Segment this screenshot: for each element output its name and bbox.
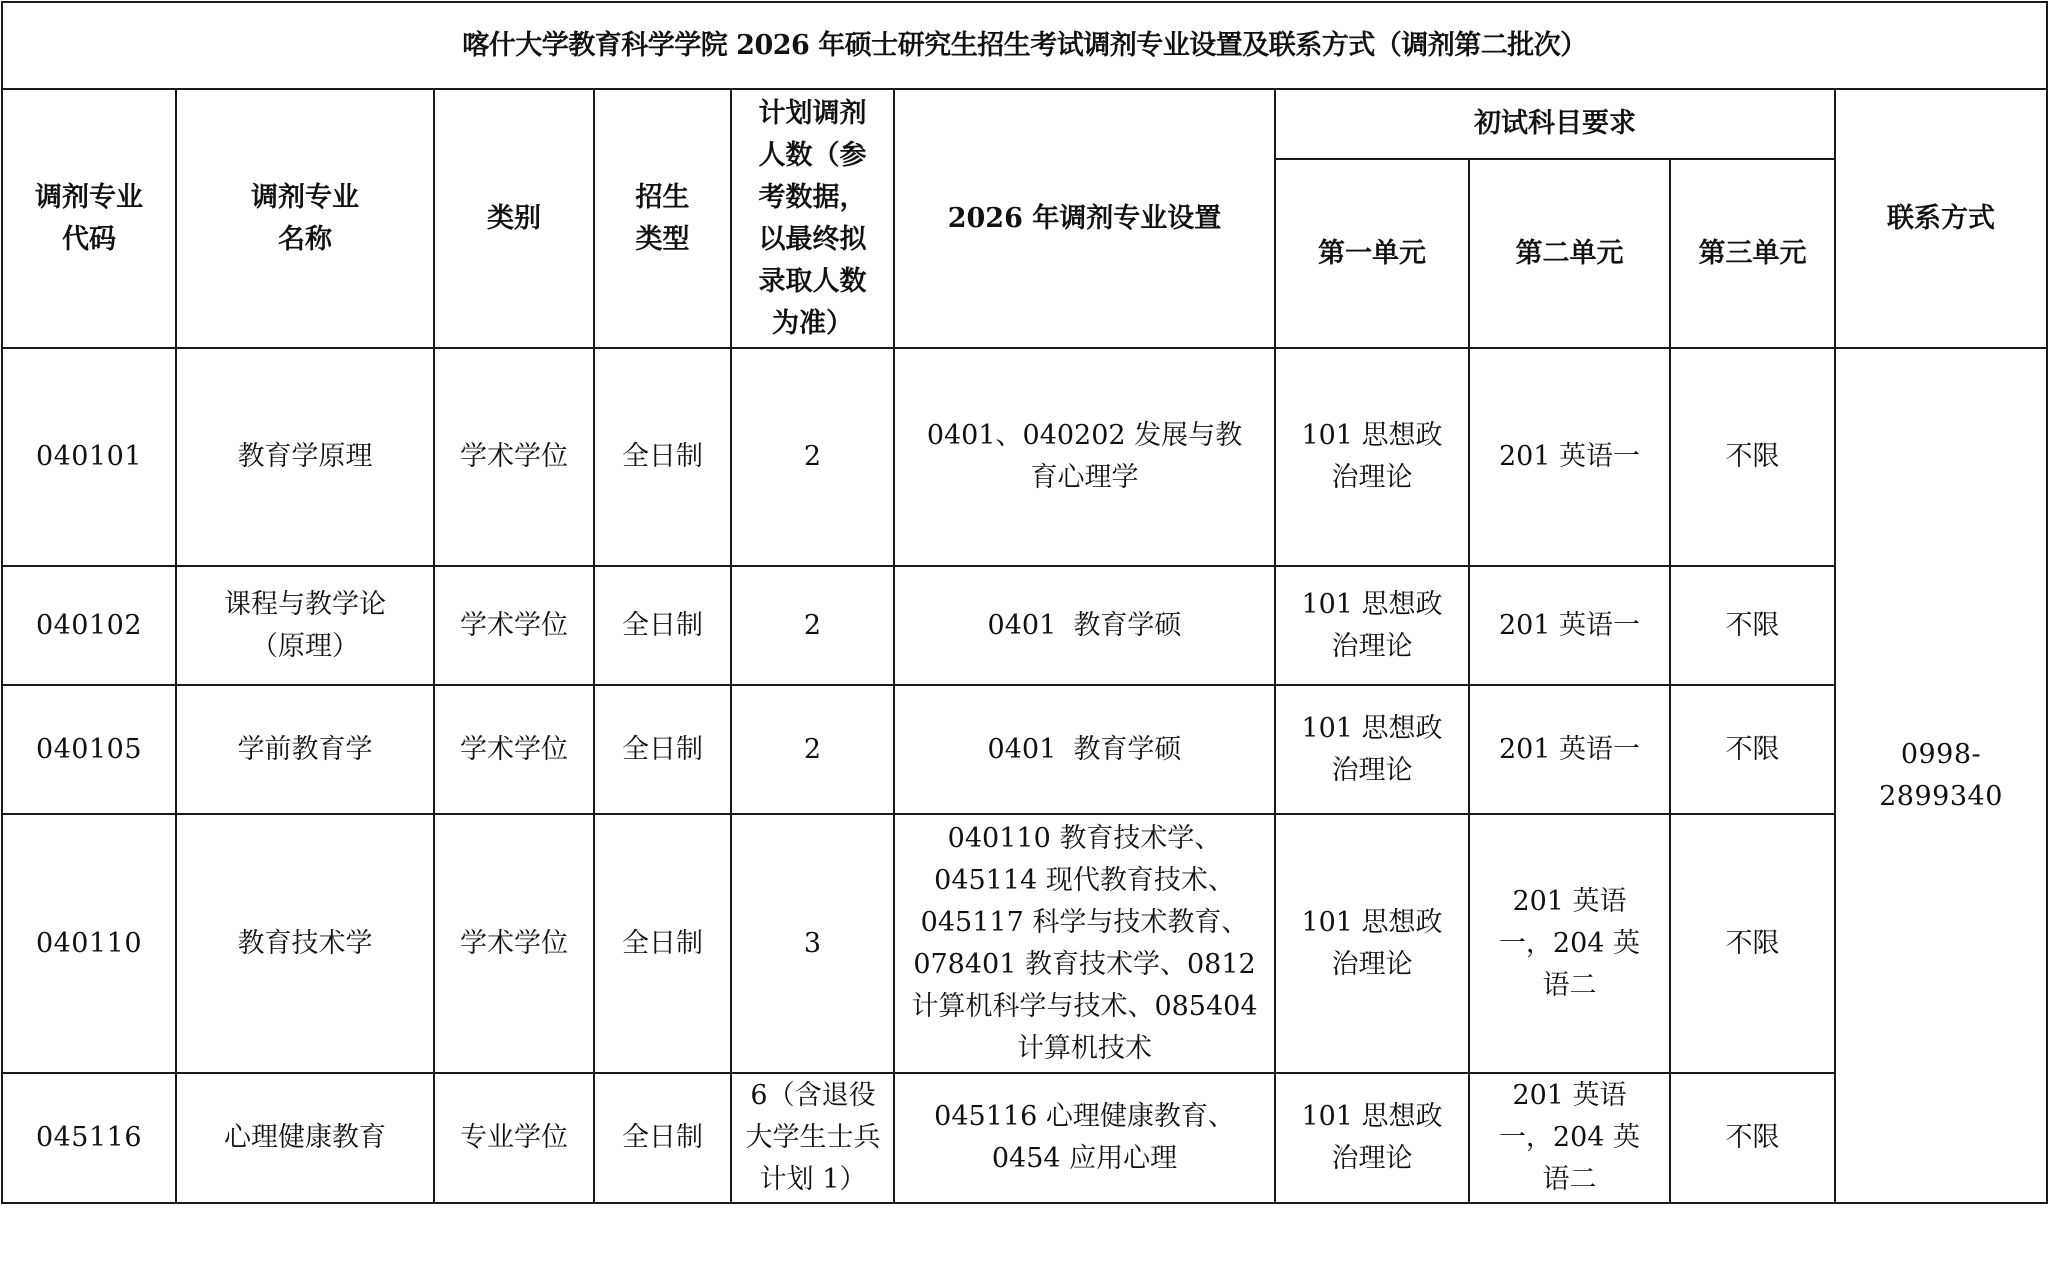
header-contact: 联系方式	[1835, 89, 2047, 348]
header-exam-group: 初试科目要求	[1275, 89, 1835, 159]
cell-name: 教育技术学	[176, 814, 434, 1073]
cell-enroll-type: 全日制	[594, 685, 731, 814]
cell-name: 课程与教学论（原理）	[176, 566, 434, 685]
cell-unit1: 101 思想政治理论	[1275, 566, 1469, 685]
header-code: 调剂专业代码	[2, 89, 176, 348]
adjustment-table	[1, 1, 2048, 1204]
document-title: 喀什大学教育科学学院 2026 年硕士研究生招生考试调剂专业设置及联系方式（调剂第二批次）	[2, 2, 2047, 89]
cell-setting: 0401、040202 发展与教育心理学	[894, 348, 1275, 566]
cell-name: 教育学原理	[176, 348, 434, 566]
table-row	[2, 348, 2047, 566]
cell-category: 学术学位	[434, 814, 594, 1073]
cell-unit1: 101 思想政治理论	[1275, 348, 1469, 566]
cell-category: 学术学位	[434, 685, 594, 814]
cell-quota: 3	[731, 814, 894, 1073]
table-row	[2, 814, 2047, 1073]
cell-setting: 0401 教育学硕	[894, 685, 1275, 814]
cell-unit3: 不限	[1670, 685, 1835, 814]
cell-code: 040110	[2, 814, 176, 1073]
header-category: 类别	[434, 89, 594, 348]
cell-enroll-type: 全日制	[594, 814, 731, 1073]
header-unit3: 第三单元	[1670, 159, 1835, 348]
cell-unit2: 201 英语一	[1469, 685, 1670, 814]
cell-category: 学术学位	[434, 348, 594, 566]
contact-phone: 0998-2899340	[1835, 348, 2047, 1203]
cell-code: 040105	[2, 685, 176, 814]
cell-unit3: 不限	[1670, 348, 1835, 566]
cell-setting: 0401 教育学硕	[894, 566, 1275, 685]
cell-code: 045116	[2, 1073, 176, 1203]
cell-code: 040102	[2, 566, 176, 685]
header-quota: 计划调剂人数（参考数据，以最终拟录取人数为准）	[731, 89, 894, 348]
cell-quota: 6（含退役大学生士兵计划 1）	[731, 1073, 894, 1203]
cell-unit2: 201 英语一，204 英语二	[1469, 1073, 1670, 1203]
cell-enroll-type: 全日制	[594, 1073, 731, 1203]
cell-unit3: 不限	[1670, 1073, 1835, 1203]
header-enroll-type: 招生类型	[594, 89, 731, 348]
header-row-1	[2, 89, 2047, 159]
cell-unit2: 201 英语一	[1469, 566, 1670, 685]
cell-quota: 2	[731, 348, 894, 566]
cell-setting: 040110 教育技术学、045114 现代教育技术、045117 科学与技术教育、078401 教育技术学、0812 计算机科学与技术、085404 计算机技术	[894, 814, 1275, 1073]
cell-unit2: 201 英语一	[1469, 348, 1670, 566]
header-unit1: 第一单元	[1275, 159, 1469, 348]
header-name: 调剂专业名称	[176, 89, 434, 348]
cell-quota: 2	[731, 685, 894, 814]
cell-category: 学术学位	[434, 566, 594, 685]
cell-unit3: 不限	[1670, 814, 1835, 1073]
table-row	[2, 1073, 2047, 1203]
cell-category: 专业学位	[434, 1073, 594, 1203]
cell-setting: 045116 心理健康教育、0454 应用心理	[894, 1073, 1275, 1203]
table-row	[2, 685, 2047, 814]
cell-enroll-type: 全日制	[594, 348, 731, 566]
cell-name: 学前教育学	[176, 685, 434, 814]
cell-unit2: 201 英语一，204 英语二	[1469, 814, 1670, 1073]
cell-unit1: 101 思想政治理论	[1275, 814, 1469, 1073]
cell-enroll-type: 全日制	[594, 566, 731, 685]
header-setting: 2026 年调剂专业设置	[894, 89, 1275, 348]
header-unit2: 第二单元	[1469, 159, 1670, 348]
cell-unit1: 101 思想政治理论	[1275, 1073, 1469, 1203]
table-row	[2, 566, 2047, 685]
cell-unit3: 不限	[1670, 566, 1835, 685]
cell-name: 心理健康教育	[176, 1073, 434, 1203]
cell-quota: 2	[731, 566, 894, 685]
title-row	[2, 2, 2047, 89]
cell-unit1: 101 思想政治理论	[1275, 685, 1469, 814]
cell-code: 040101	[2, 348, 176, 566]
